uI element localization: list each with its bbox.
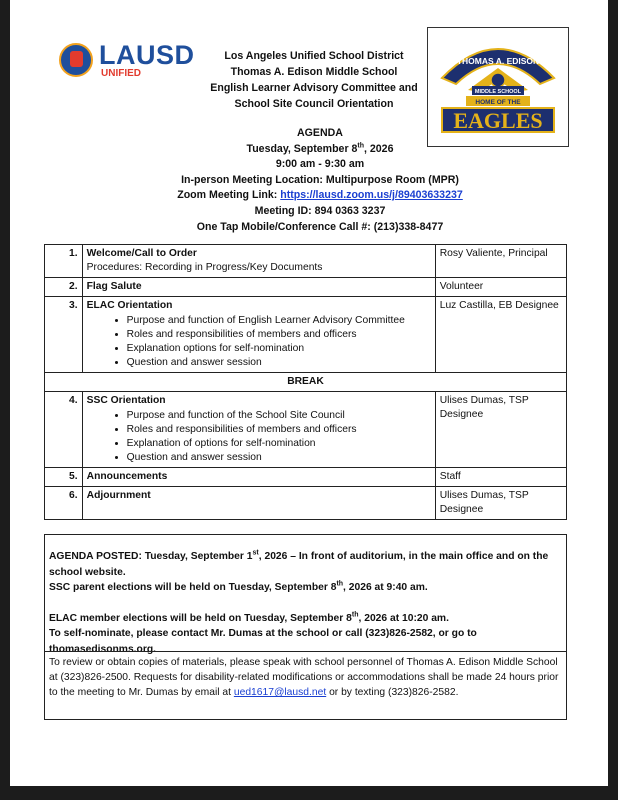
table-row	[45, 468, 567, 487]
document-header	[180, 48, 448, 112]
list-item: • Purpose and function of English Learner Advisory Committee	[127, 314, 431, 328]
email-link[interactable]: ued1617@lausd.net	[233, 687, 327, 698]
elac-prefix: ELAC member elections will be held on Tuesday, September 8	[49, 612, 352, 624]
ssc-suffix: , 2026 at 9:40 am.	[343, 582, 428, 593]
emblem-middle-text: MIDDLE SCHOOL	[474, 89, 522, 95]
item-cell	[82, 297, 435, 373]
item-subtext: Procedures: Recording in Progress/Key Documents	[86, 262, 323, 273]
agenda-table	[44, 244, 567, 520]
review-materials-note	[45, 651, 566, 703]
list-item: • Explanation options for self-nomination	[127, 342, 431, 356]
item-number: 5.	[45, 468, 83, 487]
ssc-prefix: SSC parent elections will be held on Tuesday, September 8	[49, 582, 337, 593]
list-item: • Purpose and function of the School Site Council	[127, 409, 431, 423]
meeting-id: Meeting ID: 894 0363 3237	[254, 204, 386, 217]
table-row	[45, 278, 567, 297]
conference-phone: One Tap Mobile/Conference Call #: (213)338-8477	[196, 220, 444, 233]
table-row	[45, 245, 567, 278]
item-presenter: Luz Castilla, EB Designee	[435, 297, 566, 373]
break-label: BREAK	[45, 373, 567, 392]
district-name: Los Angeles Unified School District	[224, 50, 404, 62]
item-title: Announcements	[86, 471, 168, 482]
item-cell	[82, 392, 435, 468]
item-title: Welcome/Call to Order	[86, 248, 197, 259]
notes-box	[44, 534, 567, 720]
item-cell	[82, 468, 435, 487]
item-number: 6.	[45, 487, 83, 520]
meeting-date-suffix: , 2026	[364, 142, 394, 155]
item-title: Adjournment	[86, 490, 151, 501]
ssc-election-note	[49, 580, 562, 596]
elac-sup: th	[351, 611, 359, 619]
item-number: 2.	[45, 278, 83, 297]
meeting-details	[120, 126, 520, 235]
meeting-time: 9:00 am - 9:30 am	[275, 158, 365, 171]
document-page	[10, 0, 608, 786]
item-bullet-list	[87, 409, 431, 465]
meeting-date-sup: th	[357, 142, 365, 150]
list-item: • Question and answer session	[127, 451, 431, 465]
committee-name: English Learner Advisory Committee and	[210, 82, 418, 94]
list-item: • Roles and responsibilities of members and officers	[127, 328, 431, 342]
zoom-label: Zoom Meeting Link:	[177, 189, 281, 202]
posted-sup: st	[252, 549, 259, 557]
list-item: • Explanation of options for self-nomination	[127, 437, 431, 451]
item-presenter: Rosy Valiente, Principal	[435, 245, 566, 278]
zoom-line	[120, 188, 520, 204]
self-nominate-note: To self-nominate, please contact Mr. Dumas at the school or call (323)826-2582, or go to thomasedisonms.org.	[49, 628, 477, 655]
meeting-date	[120, 142, 520, 158]
item-presenter: Ulises Dumas, TSP Designee	[435, 392, 566, 468]
elac-suffix: , 2026 at 10:20 am.	[358, 612, 449, 624]
item-cell	[82, 245, 435, 278]
item-number: 3.	[45, 297, 83, 373]
notes-bold-block	[45, 535, 566, 657]
table-row	[45, 297, 567, 373]
meeting-location: In-person Meeting Location: Multipurpose Room (MPR)	[181, 173, 459, 186]
meeting-date-prefix: Tuesday, September 8	[246, 142, 358, 155]
agenda-label: AGENDA	[297, 127, 343, 139]
item-title: ELAC Orientation	[86, 300, 173, 311]
review-tail: or by texting (323)826-2582.	[326, 687, 459, 698]
item-number: 4.	[45, 392, 83, 468]
table-row	[45, 392, 567, 468]
ssc-sup: th	[336, 580, 344, 588]
posted-suffix: , 2026 – In front of auditorium, in the main office and on the school website.	[49, 551, 549, 578]
agenda-posted-note	[49, 549, 562, 580]
item-cell	[82, 278, 435, 297]
elac-election-note	[49, 611, 562, 627]
item-number: 1.	[45, 245, 83, 278]
table-row	[45, 487, 567, 520]
item-title: SSC Orientation	[86, 395, 166, 406]
logo-word: LAUSD	[99, 40, 195, 70]
logo-sub: UNIFIED	[101, 68, 141, 79]
review-text: To review or obtain copies of materials, please speak with school personnel of Thomas A. Edison Middle School at (323)826-2500. Requests for disability-related modifications or accommodations shall be made 24 hours prior to the meeting to Mr. Dumas by email at	[49, 657, 559, 698]
item-presenter: Volunteer	[435, 278, 566, 297]
emblem-arc-text: THOMAS A. EDISON	[456, 56, 540, 66]
item-presenter: Ulises Dumas, TSP Designee	[435, 487, 566, 520]
school-name: Thomas A. Edison Middle School	[230, 66, 398, 78]
posted-prefix: AGENDA POSTED: Tuesday, September 1	[49, 551, 253, 562]
lausd-seal-icon	[59, 43, 93, 77]
item-cell	[82, 487, 435, 520]
list-item: • Roles and responsibilities of members and officers	[127, 423, 431, 437]
table-row-break	[45, 373, 567, 392]
item-presenter: Staff	[435, 468, 566, 487]
orientation-title: School Site Council Orientation	[234, 98, 394, 110]
list-item: • Question and answer session	[127, 356, 431, 370]
item-title: Flag Salute	[86, 281, 142, 292]
item-bullet-list	[87, 314, 431, 370]
emblem-banner-text: HOME OF THE	[475, 99, 521, 106]
zoom-link[interactable]: https://lausd.zoom.us/j/89403633237	[280, 189, 463, 202]
emblem-name-text: EAGLES	[453, 108, 543, 133]
